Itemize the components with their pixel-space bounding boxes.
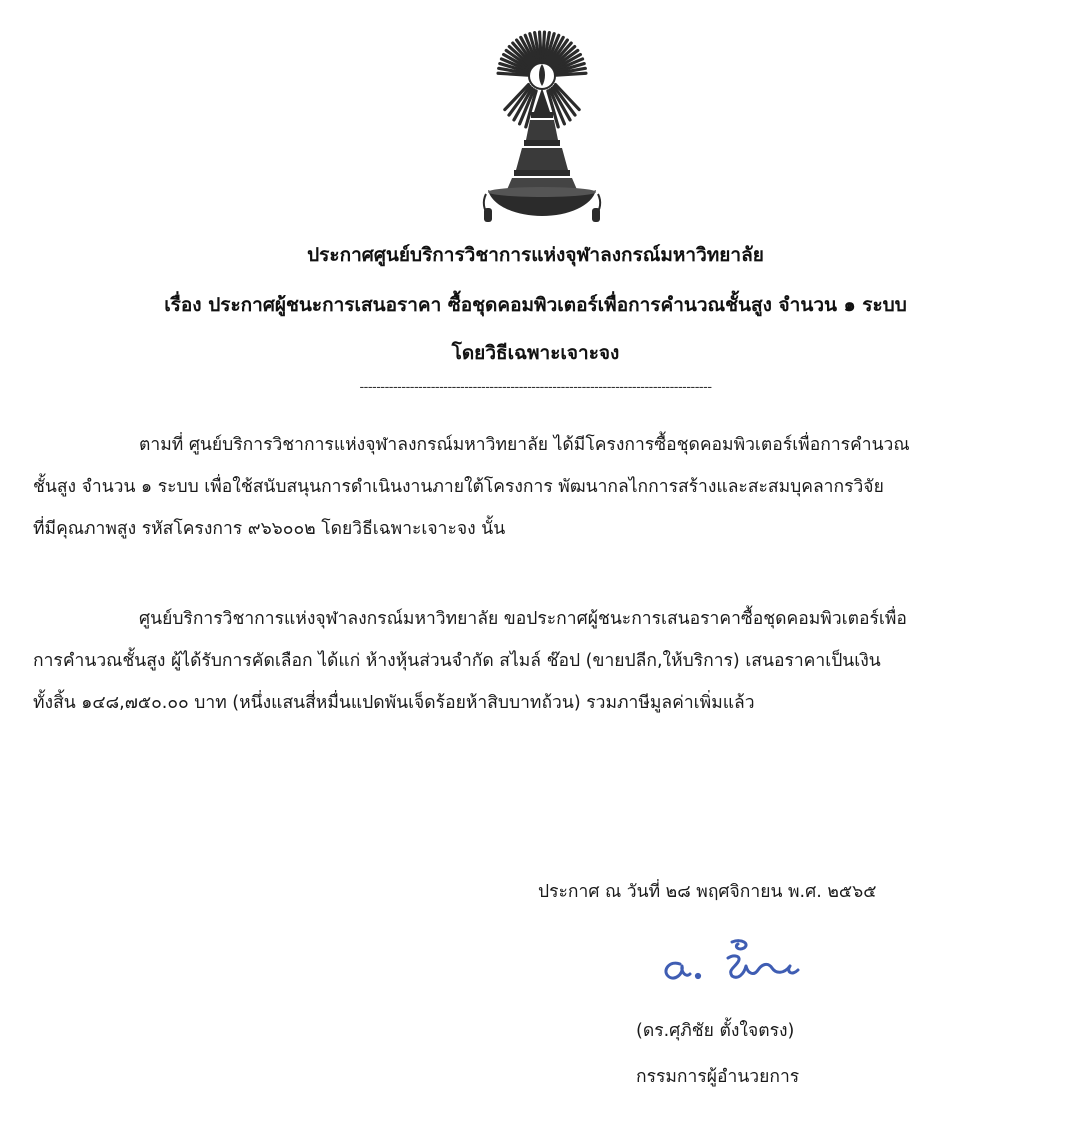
body-paragraph-1 [33, 424, 1038, 550]
signer-position: กรรมการผู้อำนวยการ [636, 1067, 800, 1087]
procurement-method: โดยวิธีเฉพาะเจาะจง [451, 342, 620, 364]
separator-line: ------------------------------------------------------------------------------------ [359, 380, 712, 395]
paragraph-line: ชั้นสูง จำนวน ๑ ระบบ เพื่อใช้สนับสนุนการดำเนินงานภายใต้โครงการ พัฒนากลไกการสร้างและสะสมบุคลากรวิจัย [33, 477, 884, 497]
announcement-date: ประกาศ ณ วันที่ ๒๘ พฤศจิกายน พ.ศ. ๒๕๖๕ [538, 882, 877, 902]
signer-name: (ดร.ศุภิชัย ตั้งใจตรง) [636, 1021, 795, 1041]
emblem-ray [540, 32, 542, 62]
paragraph-line: ศูนย์บริการวิชาการแห่งจุฬาลงกรณ์มหาวิทยาลัย ขอประกาศผู้ชนะการเสนอราคาซื้อชุดคอมพิวเตอร์เพื่อ [139, 609, 907, 629]
announcement-subject: เรื่อง ประกาศผู้ชนะการเสนอราคา ซื้อชุดคอมพิวเตอร์เพื่อการคำนวณชั้นสูง จำนวน ๑ ระบบ [164, 294, 907, 316]
paragraph-line: ที่มีคุณภาพสูง รหัสโครงการ ๙๖๖๐๐๒ โดยวิธีเฉพาะเจาะจง นั้น [33, 519, 506, 539]
paragraph-line: การคำนวณชั้นสูง ผู้ได้รับการคัดเลือก ได้แก่ ห้างหุ้นส่วนจำกัด สไมล์ ช๊อป (ขายปลีก,ให้บริการ) เสนอราคาเป็นเงิน [33, 651, 881, 671]
paragraph-line: ตามที่ ศูนย์บริการวิชาการแห่งจุฬาลงกรณ์มหาวิทยาลัย ได้มีโครงการซื้อชุดคอมพิวเตอร์เพื่อการคำนวณ [139, 435, 910, 455]
emblem-ray [556, 73, 586, 75]
announcement-title: ประกาศศูนย์บริการวิชาการแห่งจุฬาลงกรณ์มหาวิทยาลัย [307, 244, 764, 266]
signature-icon [658, 936, 813, 986]
body-paragraph-2 [33, 598, 1038, 724]
paragraph-line: ทั้งสิ้น ๑๔๘,๗๕๐.๐๐ บาท (หนึ่งแสนสี่หมื่นแปดพันเจ็ดร้อยห้าสิบบาทถ้วน) รวมภาษีมูลค่าเพิ่มแล้ว [33, 693, 755, 713]
university-emblem-icon [474, 30, 610, 226]
